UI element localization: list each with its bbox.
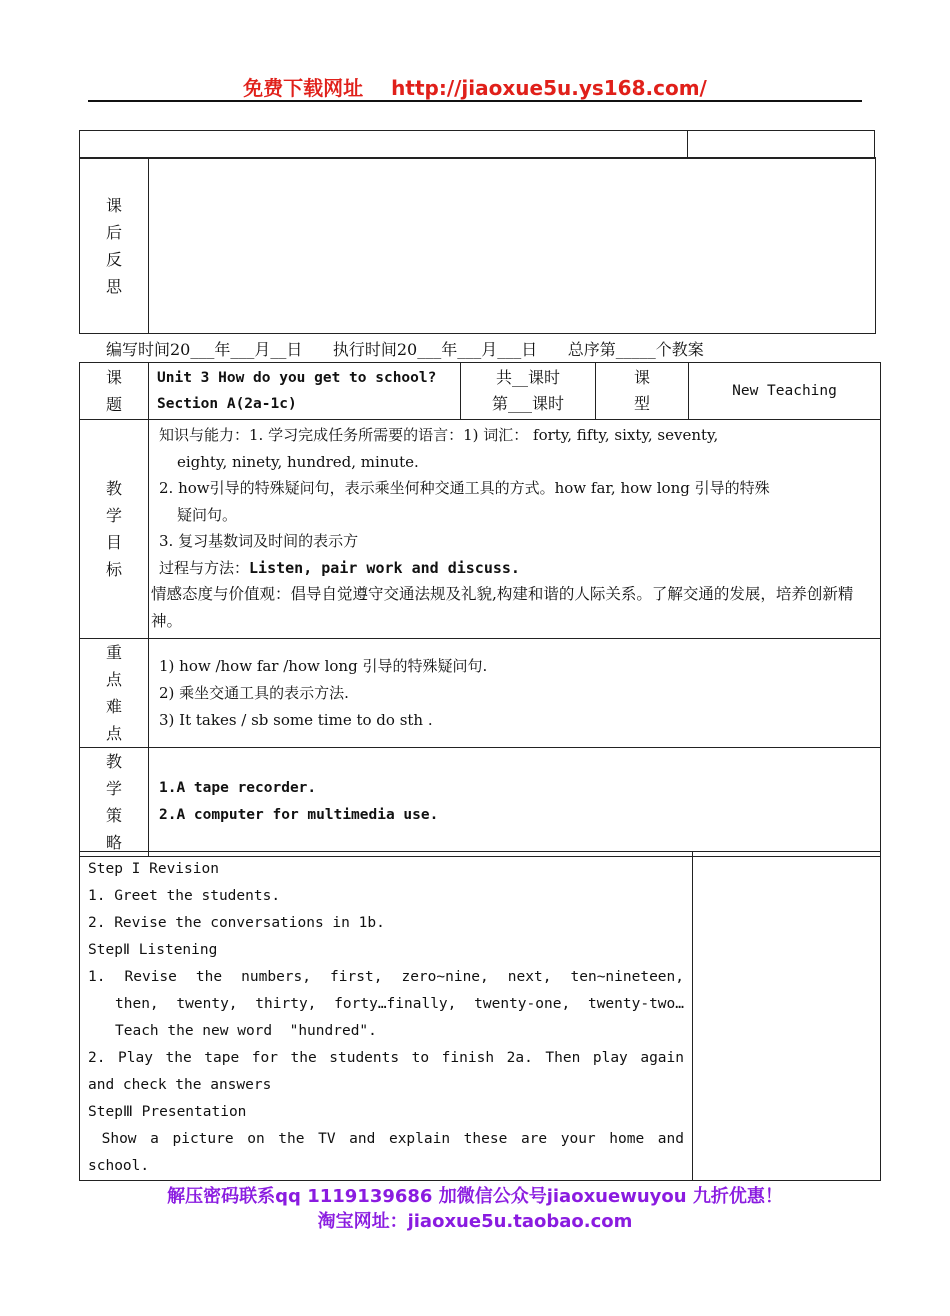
- procedure-line: and check the answers: [88, 1077, 272, 1093]
- procedure-line: 1. Revise the numbers, first, zero~nine, next, ten~nineteen,: [88, 969, 684, 985]
- procedure-line: Teach the new word "hundred".: [115, 1023, 377, 1039]
- procedure-table: [79, 851, 881, 1181]
- key-point-item: 1) how /how far /how long 引导的特殊疑问句.: [159, 656, 488, 675]
- download-url[interactable]: http://jiaoxue5u.ys168.com/: [391, 76, 707, 100]
- lesson-table: [79, 362, 881, 857]
- reflection-label: 课 后 反 思: [80, 158, 149, 334]
- meta-line: 编写时间20___年___月__日 执行时间20___年___月___日 总序第_____个教案: [106, 340, 704, 359]
- header-divider: [88, 100, 862, 102]
- objective-knowledge: 知识与能力：1. 学习完成任务所需要的语言：1) 词汇： forty, fifty, sixty, seventy,: [159, 426, 719, 444]
- download-label: 免费下载网址: [243, 76, 364, 100]
- objective-3: 3. 复习基数词及时间的表示方: [159, 532, 359, 550]
- key-point-item: 3) It takes / sb some time to do sth .: [159, 710, 433, 729]
- procedure-line: Show a picture on the TV and explain these are your home and: [88, 1131, 684, 1147]
- key-points-label: 重 点 难 点: [80, 639, 149, 748]
- procedure-line: StepⅡ Listening: [88, 942, 218, 958]
- topic-value: Unit 3 How do you get to school? Section A(2a-1c): [149, 363, 461, 420]
- top-blank-table: [79, 130, 875, 159]
- procedure-line: Step I Revision: [88, 861, 219, 877]
- objectives-label: 教 学 目 标: [80, 420, 149, 639]
- blank-cell-left: [80, 131, 688, 159]
- footer-shop-url[interactable]: 淘宝网址：jiaoxue5u.taobao.com: [317, 1211, 633, 1232]
- procedure-line: StepⅢ Presentation: [88, 1104, 247, 1120]
- objective-2-cont: 疑问句。: [177, 505, 238, 524]
- reflection-table: [79, 157, 876, 334]
- procedure-line: then, twenty, thirty, forty…finally, twenty-one, twenty-two…: [115, 996, 684, 1012]
- procedure-line: 1. Greet the students.: [88, 888, 281, 904]
- strategy-content: [149, 748, 881, 857]
- download-banner: [0, 72, 950, 101]
- reflection-content: [149, 158, 876, 334]
- type-value: New Teaching: [689, 363, 881, 420]
- objective-knowledge-cont: eighty, ninety, hundred, minute.: [177, 452, 419, 471]
- procedure-line: school.: [88, 1158, 150, 1174]
- key-point-item: 2) 乘坐交通工具的表示方法.: [159, 683, 349, 702]
- objective-emotion: 情感态度与价值观：倡导自觉遵守交通法规及礼貌,构建和谐的人际关系。了解交通的发展，培养创新精神。: [151, 585, 854, 630]
- objective-process: 过程与方法：Listen, pair work and discuss.: [159, 558, 520, 577]
- procedure-notes: [693, 852, 881, 1181]
- strategy-item: 2.A computer for multimedia use.: [159, 807, 439, 823]
- blank-cell-right: [687, 131, 874, 159]
- procedure-line: 2. Play the tape for the students to finish 2a. Then play again: [88, 1050, 684, 1066]
- strategy-item: 1.A tape recorder.: [159, 780, 317, 796]
- procedure-content: [80, 852, 693, 1181]
- objective-2: 2. how引导的特殊疑问句，表示乘坐何种交通工具的方式。how far, how long 引导的特殊: [159, 479, 770, 497]
- strategy-label: 教 学 策 略: [80, 748, 149, 857]
- key-points-content: [149, 639, 881, 748]
- period-cell: 共__课时 第___课时: [461, 363, 596, 420]
- objectives-content: [149, 420, 881, 639]
- footer-contact: 解压密码联系qq 1119139686 加微信公众号jiaoxuewuyou 九折优惠！: [167, 1186, 783, 1207]
- topic-label: 课 题: [80, 363, 149, 420]
- type-label: 课 型: [596, 363, 689, 420]
- procedure-line: 2. Revise the conversations in 1b.: [88, 915, 385, 931]
